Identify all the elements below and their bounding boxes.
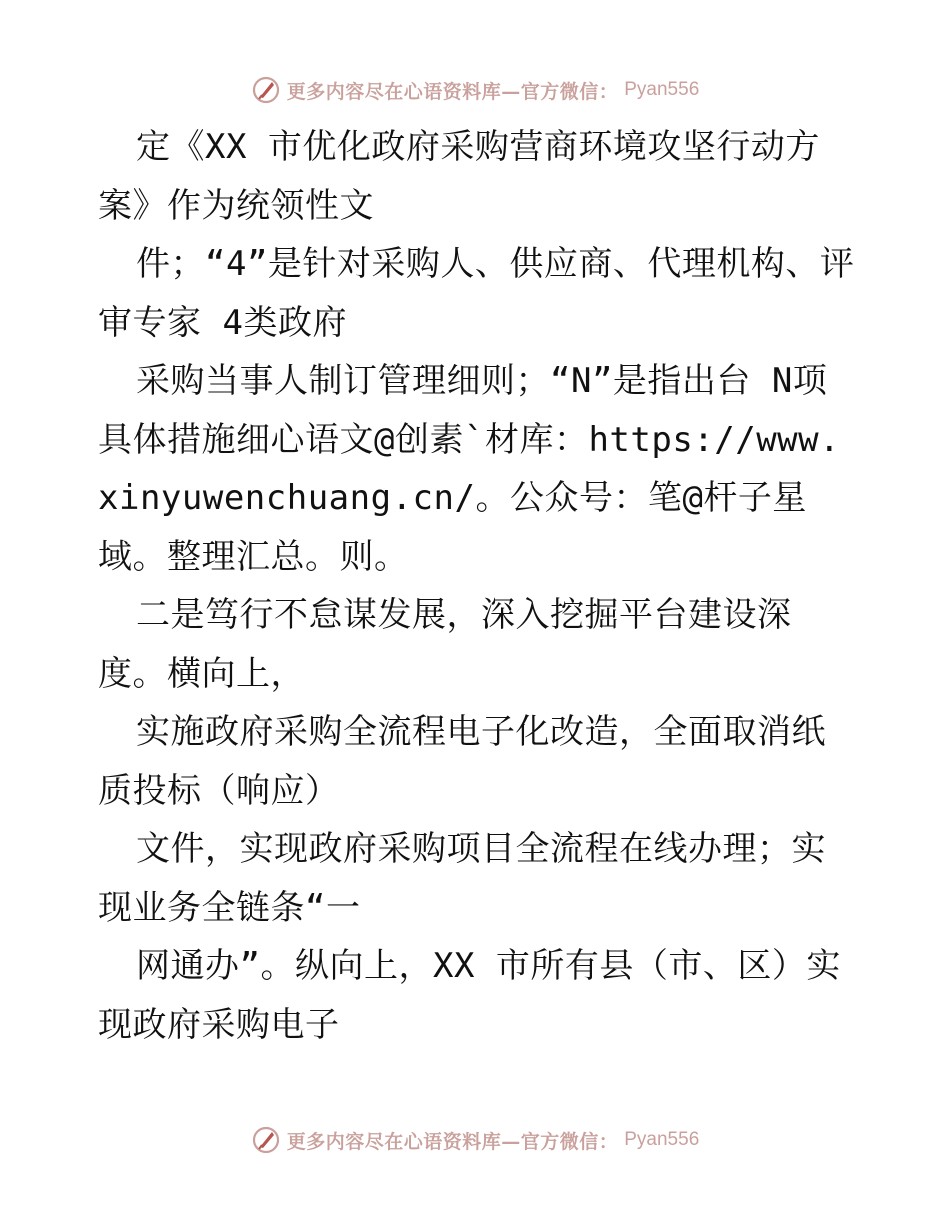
paragraph: 采购当事人制订管理细则；“N”是指出台 N项具体措施细心语文@创素`材库：https://www.xinyuwenchuang.cn/。公众号：笔@杆子星域。整理汇总。则。: [98, 361, 841, 577]
banner-text: 更多内容尽在心语资料库—官方微信：: [286, 1130, 619, 1153]
quill-pen-logo-icon: [251, 1125, 281, 1155]
paragraph: 件；“4”是针对采购人、供应商、代理机构、评审专家 4类政府: [98, 244, 855, 343]
paragraph: 实施政府采购全流程电子化改造，全面取消纸质投标（响应）: [98, 712, 826, 811]
paragraph: 网通办”。纵向上，XX 市所有县（市、区）实现政府采购电子: [98, 946, 841, 1045]
paragraph: 二是笃行不怠谋发展，深入挖掘平台建设深度。横向上，: [98, 595, 792, 694]
document-body: [98, 118, 858, 1054]
banner-handle: Pyan556: [624, 79, 700, 100]
paragraph: 定《XX 市优化政府采购营商环境攻坚行动方案》作为统领性文: [98, 127, 820, 226]
footer-watermark-banner: [0, 1120, 950, 1160]
banner-text: 更多内容尽在心语资料库—官方微信：: [286, 80, 619, 103]
paragraph: 文件，实现政府采购项目全流程在线办理；实现业务全链条“一: [98, 829, 826, 928]
header-watermark-banner: [0, 70, 950, 110]
banner-handle: Pyan556: [624, 1129, 700, 1150]
quill-pen-logo-icon: [251, 75, 281, 105]
